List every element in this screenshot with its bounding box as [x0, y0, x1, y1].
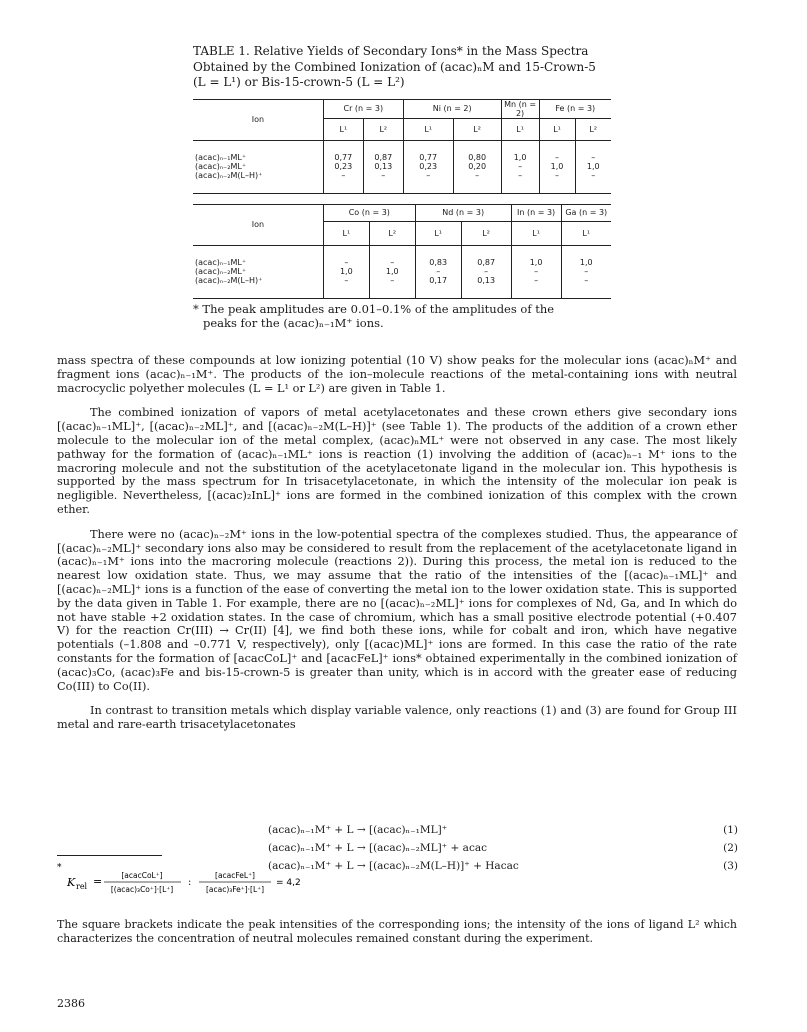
cell-value: 0,77: [334, 153, 353, 162]
cell-value: 0,80: [468, 153, 487, 162]
table-part-2: [193, 204, 611, 299]
value-column: [539, 140, 575, 193]
value-column: [415, 245, 461, 298]
cell-value: –: [555, 171, 560, 180]
cell-value: –: [591, 171, 596, 180]
krel-denominator-1: [(acac)₃Co⁺]·[L⁺]: [110, 885, 174, 894]
table-caption-line-1: TABLE 1. Relative Yields of Secondary Ions* in the Mass Spectra: [193, 44, 589, 58]
page-number: 2386: [57, 997, 85, 1010]
ion-label: (acac)ₙ₋₂ML⁺: [195, 267, 247, 276]
ion-column-header: Ion: [193, 204, 323, 245]
cell-value: 0,13: [374, 162, 393, 171]
paragraph-1: mass spectra of these compounds at low ionizing potential (10 V) show peaks for the molecular ions (acac)ₙM⁺ and fragment ions (acac)ₙ₋₁M⁺. The products of the ion–molecule reactions of the metal-containing ions with neutral macrocyclic polyether molecules (L = L¹ or L²) are given in Table 1.: [57, 354, 737, 395]
reaction-number: (1): [723, 824, 738, 836]
ion-labels: [193, 140, 323, 193]
reaction-number: (3): [723, 860, 738, 872]
ligand-header: L¹: [323, 118, 363, 140]
cell-value: –: [534, 276, 539, 285]
cell-value: –: [426, 171, 431, 180]
cell-value: –: [381, 171, 386, 180]
paragraph-2: The combined ionization of vapors of metal acetylacetonates and these crown ethers give secondary ions [(acac)ₙ₋₁ML]⁺, [(acac)ₙ₋₂ML]⁺, and [(acac)ₙ₋₂M(L–H)]⁺ (see Table 1). The products of the addition of a crown ether molecule to the molecular ion of the metal complex, (acac)ₙML⁺ were not observed in any case. The most likely pathway for the formation of (acac)ₙ₋₁ML⁺ ions is reaction (1) involving the addition of (acac)ₙ₋₁ M⁺ ions to the macroring molecule and not the substitution of the acetylacetonate ligand in the molecular ion. This hypothesis is supported by the mass spectrum for In trisacetylacetonate, in which the intensity of the molecular ion peak is negligible. Nevertheless, [(acac)₂InL]⁺ ions are formed in the combined ionization of this complex with the crown ether.: [57, 406, 737, 516]
ligand-header: L¹: [323, 221, 369, 245]
cell-value: 0,77: [419, 153, 438, 162]
table-caption-line-3: (L = L¹) or Bis-15-crown-5 (L = L²): [193, 75, 405, 89]
ion-label: (acac)ₙ₋₁ML⁺: [195, 153, 247, 162]
value-column: [323, 140, 363, 193]
ion-label: (acac)ₙ₋₂M(L–H)⁺: [195, 171, 263, 180]
reaction-number: (2): [723, 842, 738, 854]
value-column: [323, 245, 369, 298]
ligand-header: L²: [369, 221, 415, 245]
footnote: The square brackets indicate the peak intensities of the corresponding ions; the intensity of the ions of ligand L² which characterizes the concentration of neutral molecules remained constant during the experiment.: [57, 918, 737, 945]
table-1: [193, 44, 611, 330]
cell-value: 1,0: [513, 153, 527, 162]
cell-value: –: [518, 162, 523, 171]
table-footnote: [193, 302, 611, 330]
krel-result: = 4,2: [276, 878, 301, 888]
reaction-equation: (acac)ₙ₋₁M⁺ + L → [(acac)ₙ₋₁ML]⁺: [268, 824, 448, 836]
paragraph-3: There were no (acac)ₙ₋₂M⁺ ions in the low-potential spectra of the complexes studied. Thus, the appearance of [(acac)ₙ₋₂ML]⁺ secondary ions also may be considered to result from the replacement of the acetylacetonate ligand in (acac)ₙ₋₁M⁺ ions into the macroring molecule (reactions 2)). During this process, the metal ion is reduced to the nearest low oxidation state. Thus, we may assume that the ratio of the intensities of the [(acac)ₙ₋₁ML]⁺ and [(acac)ₙ₋₂ML]⁺ ions is a function of the ease of converting the metal ion to the lower oxidation state. This is supported by the data given in Table 1. For example, there are no [(acac)ₙ₋₂ML]⁺ ions for complexes of Nd, Ga, and In which do not have stable +2 oxidation states. In the case of chromium, which has a small positive electrode potential (+0.407 V) for the reaction Cr(III) → Cr(II) [4], we find both these ions, while for cobalt and iron, which have negative potentials (–1.808 and –0.771 V, respectively), only [(acac)ML]⁺ ions are formed. In this case the ratio of the rate constants for the formation of [acacCoL]⁺ and [acacFeL]⁺ ions* obtained experimentally in the combined ionization of (acac)₃Co, (acac)₃Fe and bis-15-crown-5 is greater than unity, which is in accord with the greater ease of reducing Co(III) to Co(II).: [57, 527, 737, 693]
krel-formula: [57, 862, 357, 902]
cell-value: –: [475, 171, 480, 180]
cell-value: –: [390, 258, 395, 267]
ligand-header: L²: [461, 221, 511, 245]
reaction-equation: (acac)ₙ₋₁M⁺ + L → [(acac)ₙ₋₂M(L–H)]⁺ + Hacac: [268, 860, 519, 872]
cell-value: 0,23: [419, 162, 438, 171]
ligand-header: L²: [453, 118, 501, 140]
cell-value: 0,23: [334, 162, 353, 171]
cell-value: –: [584, 267, 589, 276]
footnote-rule: [57, 855, 162, 856]
table-part-1: [193, 99, 611, 194]
metal-header-co: Co (n = 3): [323, 204, 415, 221]
cell-value: 0,13: [477, 276, 496, 285]
metal-header-fe: Fe (n = 3): [539, 99, 611, 118]
krel-numerator-2: [acacFeL⁺]: [215, 871, 255, 880]
cell-value: –: [484, 267, 489, 276]
ion-column-header: Ion: [193, 99, 323, 140]
krel-denominator-2: [acac)₃Fe⁺]·[L⁺]: [205, 885, 265, 894]
ion-label: (acac)ₙ₋₁ML⁺: [195, 258, 247, 267]
metal-header-cr: Cr (n = 3): [323, 99, 403, 118]
metal-header-in: In (n = 3): [511, 204, 561, 221]
table-caption-line-2: Obtained by the Combined Ionization of (acac)ₙM and 15-Crown-5: [193, 59, 596, 74]
value-column: [453, 140, 501, 193]
paragraph-4: In contrast to transition metals which display variable valence, only reactions (1) and (3) are found for Group III metal and rare-earth trisacetylacetonates: [57, 704, 737, 732]
ligand-header: L¹: [415, 221, 461, 245]
cell-value: –: [436, 267, 441, 276]
reaction-2: [268, 842, 738, 856]
body-text: [57, 354, 737, 732]
reaction-1: [268, 824, 738, 838]
value-column: [575, 140, 611, 193]
ligand-header: L¹: [501, 118, 539, 140]
table-footnote-line-2: peaks for the (acac)ₙ₋₁M⁺ ions.: [203, 315, 384, 330]
svg-text::: :: [188, 877, 192, 888]
table-caption: [193, 44, 611, 91]
cell-value: 0,87: [374, 153, 393, 162]
cell-value: –: [518, 171, 523, 180]
ligand-header: L²: [575, 118, 611, 140]
ion-labels: [193, 245, 323, 298]
krel-subscript: rel: [76, 882, 88, 891]
cell-value: 1,0: [529, 258, 543, 267]
table-footnote-line-1: * The peak amplitudes are 0.01–0.1% of the amplitudes of the: [193, 301, 555, 316]
value-column: [501, 140, 539, 193]
cell-value: 0,87: [477, 258, 496, 267]
cell-value: –: [555, 153, 560, 162]
cell-value: 0,83: [429, 258, 448, 267]
cell-value: 1,0: [586, 162, 600, 171]
krel-symbol: K: [67, 876, 76, 889]
reaction-equation: (acac)ₙ₋₁M⁺ + L → [(acac)ₙ₋₂ML]⁺ + acac: [268, 842, 487, 854]
value-column: [561, 245, 611, 298]
cell-value: 1,0: [550, 162, 564, 171]
value-column: [403, 140, 453, 193]
cell-value: 0,17: [429, 276, 448, 285]
cell-value: –: [534, 267, 539, 276]
ligand-header: L¹: [511, 221, 561, 245]
cell-value: –: [341, 171, 346, 180]
ligand-header: L²: [363, 118, 403, 140]
ligand-header: L¹: [403, 118, 453, 140]
metal-header-mn: Mn (n = 2): [501, 99, 539, 118]
cell-value: 1,0: [579, 258, 593, 267]
cell-value: –: [591, 153, 596, 162]
cell-value: 1,0: [339, 267, 353, 276]
ligand-header: L¹: [539, 118, 575, 140]
value-column: [369, 245, 415, 298]
krel-numerator-1: [acacCoL⁺]: [121, 871, 163, 880]
cell-value: –: [584, 276, 589, 285]
metal-header-ga: Ga (n = 3): [561, 204, 611, 221]
cell-value: 1,0: [385, 267, 399, 276]
metal-header-ni: Ni (n = 2): [403, 99, 501, 118]
cell-value: –: [390, 276, 395, 285]
ion-label: (acac)ₙ₋₂M(L–H)⁺: [195, 276, 263, 285]
footnote-star: *: [57, 863, 62, 873]
metal-header-nd: Nd (n = 3): [415, 204, 511, 221]
value-column: [363, 140, 403, 193]
value-column: [461, 245, 511, 298]
ligand-header: L¹: [561, 221, 611, 245]
ion-label: (acac)ₙ₋₂ML⁺: [195, 162, 247, 171]
cell-value: 0,20: [468, 162, 487, 171]
value-column: [511, 245, 561, 298]
cell-value: –: [344, 258, 349, 267]
cell-value: –: [344, 276, 349, 285]
svg-text:=: =: [93, 875, 103, 888]
